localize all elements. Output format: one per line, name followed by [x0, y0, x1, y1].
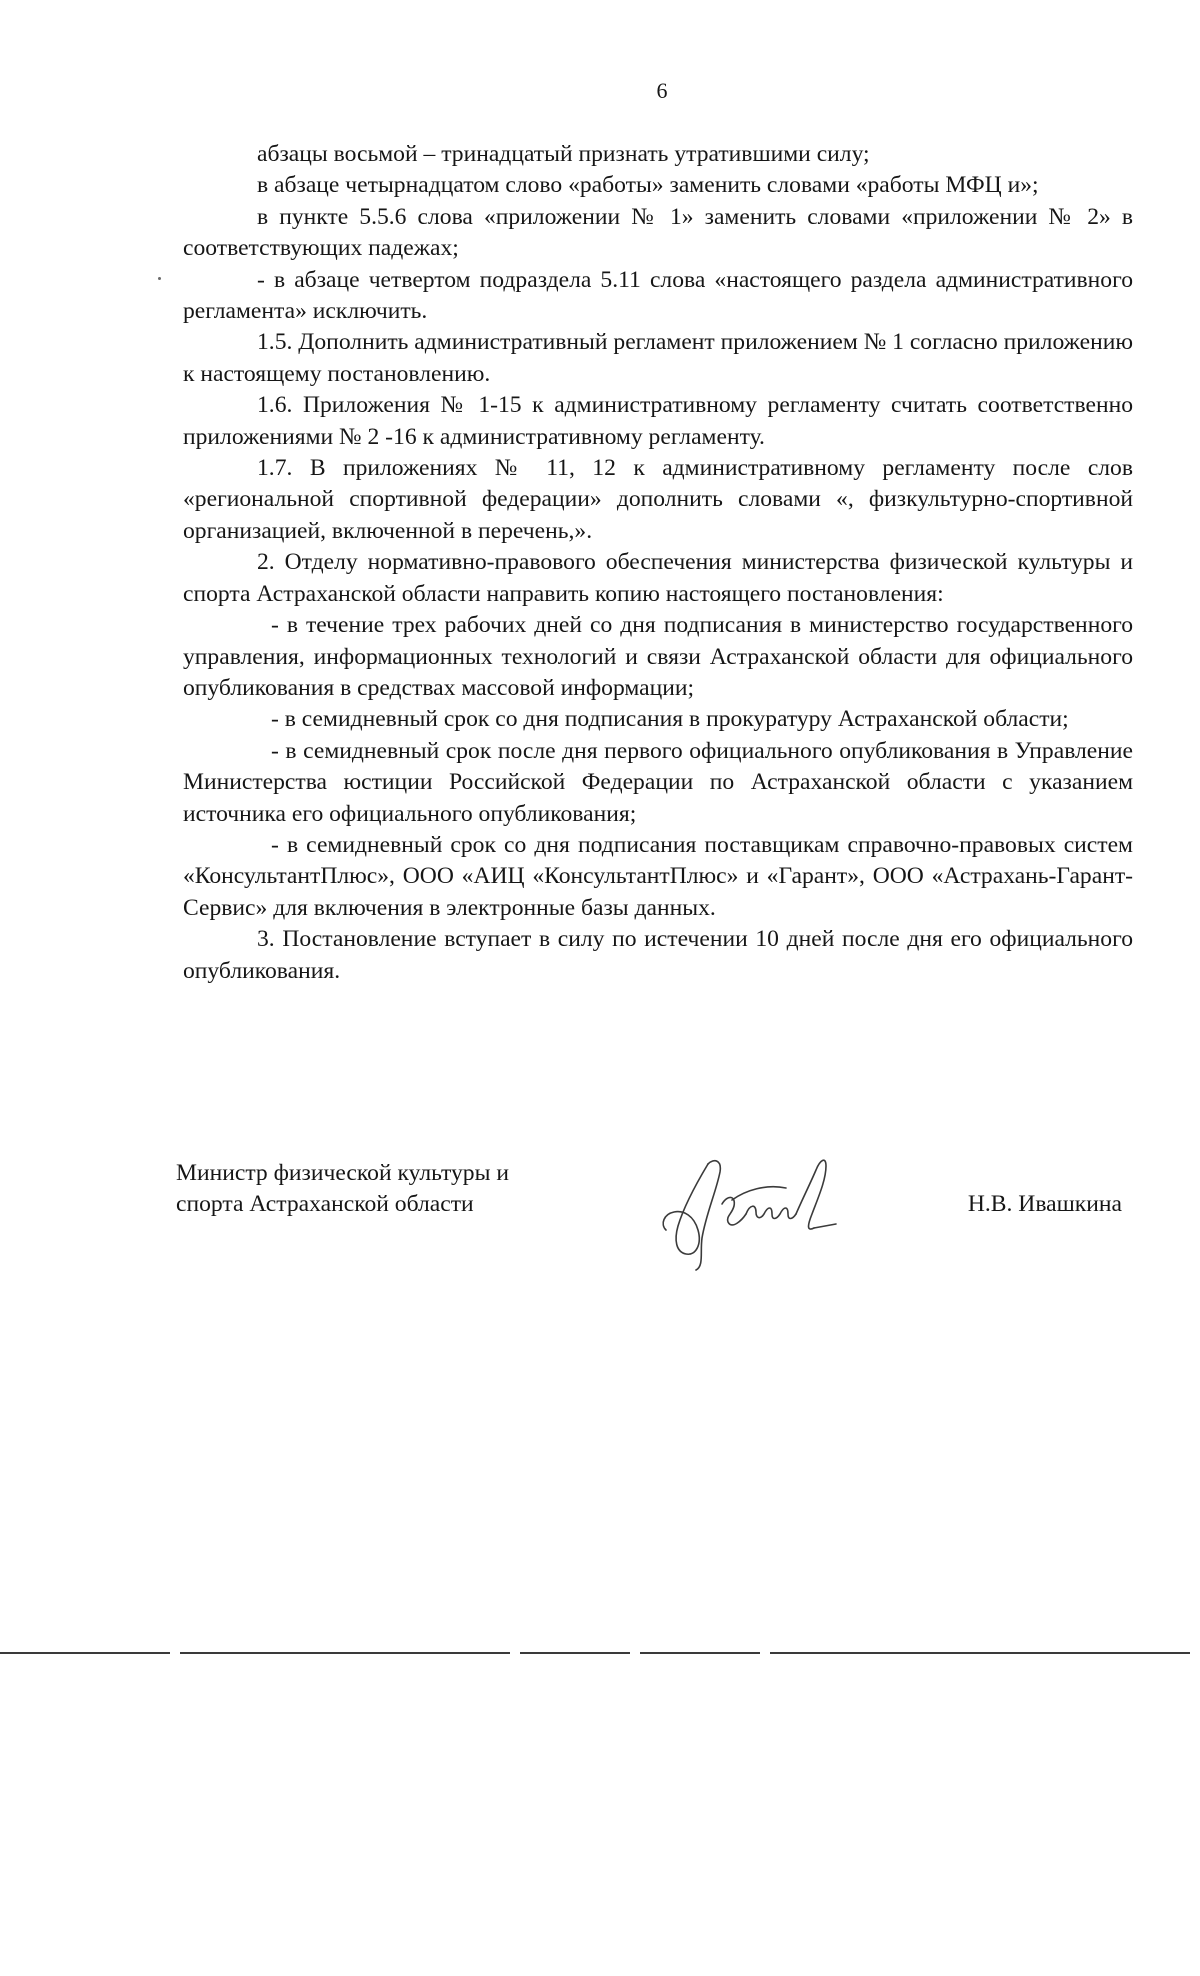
scan-speck — [158, 277, 161, 280]
signatory-name: Н.В. Ивашкина — [967, 1191, 1122, 1217]
scan-edge-line — [770, 1652, 1190, 1654]
paragraph: - в семидневный срок со дня подписания поставщикам справочно-правовых систем «КонсультантПлюс», ООО «АИЦ «КонсультантПлюс» и «Гарант», ООО «Астрахань-Гарант-Сервис» для включения в электронные базы данных. — [183, 831, 1133, 921]
signatory-position-line: спорта Астраханской области — [176, 1191, 474, 1218]
paragraph: в абзаце четырнадцатом слово «работы» заменить словами «работы МФЦ и»; — [257, 172, 1039, 199]
paragraph: 1.5. Дополнить административный регламент приложением № 1 согласно приложению к настоящему постановлению. — [183, 329, 1133, 387]
paragraph: - в абзаце четвертом подраздела 5.11 слова «настоящего раздела административного регламента» исключить. — [183, 266, 1133, 325]
signature-block — [176, 1158, 1136, 1268]
scan-edge-line — [0, 1652, 170, 1654]
scan-edge-line — [180, 1652, 510, 1654]
paragraph: - в течение трех рабочих дней со дня подписания в министерство государственного управления, информационных технологий и связи Астраханской области для официального опубликования в средствах массовой информации; — [183, 612, 1133, 701]
paragraph: - в семидневный срок после дня первого официального опубликования в Управление Министерства юстиции Российской Федерации по Астраханской области с указанием источника его официального опубликования; — [183, 737, 1133, 827]
scan-edge-line — [640, 1652, 760, 1654]
signatory-position-line: Министр физической культуры и — [176, 1160, 509, 1186]
paragraph: 3. Постановление вступает в силу по истечении 10 дней после дня его официального опубликования. — [183, 926, 1133, 984]
paragraph: - в семидневный срок со дня подписания в прокуратуру Астраханской области; — [271, 706, 1069, 733]
paragraph: в пункте 5.5.6 слова «приложении № 1» заменить словами «приложении № 2» в соответствующих падежах; — [183, 203, 1133, 262]
scan-edge-line — [520, 1652, 630, 1654]
signatory-position — [176, 1158, 596, 1221]
paragraph: 1.7. В приложениях № 11, 12 к административному регламенту после слов «региональной спортивной федерации» дополнить словами «, физкультурно-спортивной организацией, включенной в перечень,». — [183, 455, 1133, 544]
paragraph: 1.6. Приложения № 1-15 к административному регламенту считать соответственно приложениями № 2 -16 к административному регламенту. — [183, 392, 1133, 450]
document-body — [183, 139, 1133, 987]
handwritten-signature — [636, 1144, 856, 1274]
paragraph: абзацы восьмой – тринадцатый признать утратившими силу; — [257, 141, 870, 167]
page-number: 6 — [656, 78, 668, 103]
paragraph: 2. Отделу нормативно-правового обеспечения министерства физической культуры и спорта Астраханской области направить копию настоящего постановления: — [183, 549, 1133, 607]
